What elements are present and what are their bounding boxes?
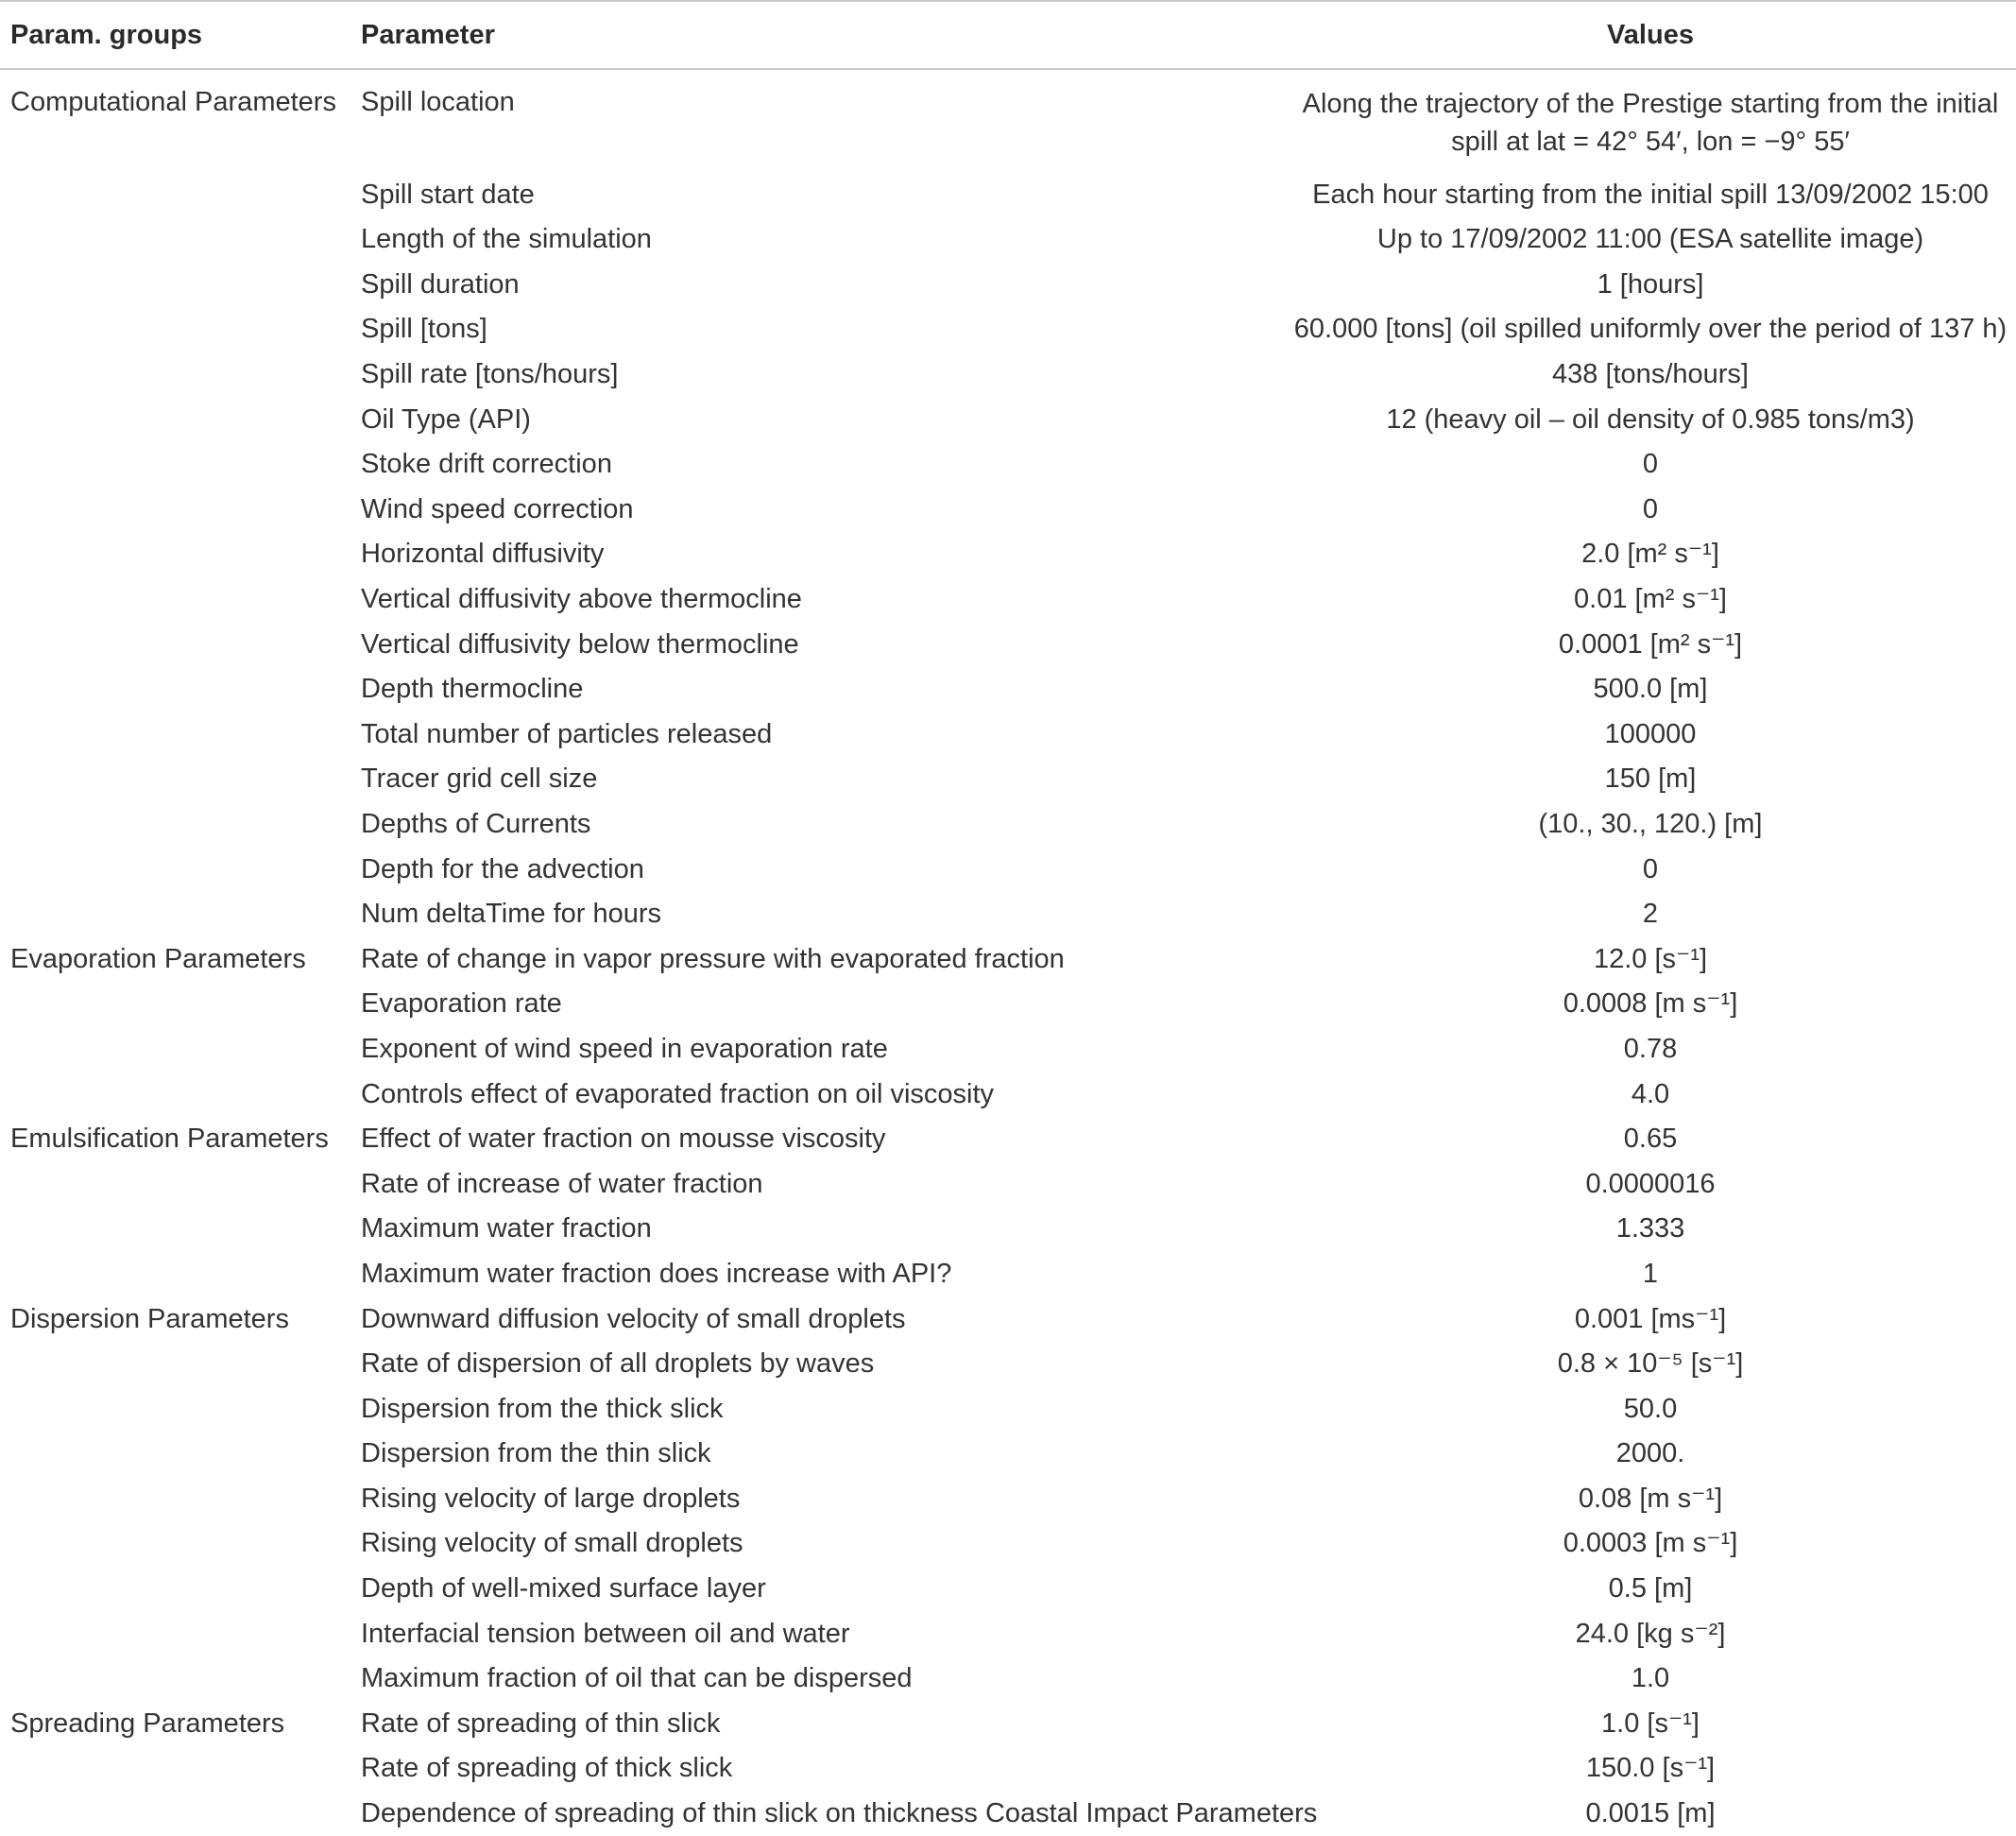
parameter-cell: Depth thermocline [361, 674, 584, 705]
parameter-cell: Rate of spreading of thin slick [361, 1707, 721, 1739]
value-cell: 1 [hours] [1597, 268, 1704, 300]
param-group-cell: Emulsification Parameters [10, 1124, 329, 1155]
param-group-cell [0, 576, 350, 622]
parameter-cell: Length of the simulation [361, 224, 652, 255]
table-row [0, 1746, 2016, 1792]
param-group-cell [0, 667, 350, 712]
value-cell: 4.0 [1631, 1078, 1670, 1109]
param-group-cell [0, 982, 350, 1027]
value-cell: 0 [1642, 449, 1659, 480]
table-row [0, 576, 2016, 622]
value-cell: Up to 17/09/2002 11:00 (ESA satellite image) [1376, 224, 1924, 255]
param-group-cell [0, 801, 350, 847]
value-cell: 0.0008 [m s⁻¹] [1563, 988, 1738, 1020]
value-cell: 0.65 [1623, 1124, 1678, 1155]
param-group-cell [0, 1026, 350, 1072]
parameter-cell: Spill start date [361, 179, 535, 210]
param-group-cell [0, 1072, 350, 1117]
value-cell: (10., 30., 120.) [m] [1538, 808, 1763, 839]
table-row [0, 262, 2016, 307]
value-cell: 0.78 [1623, 1033, 1678, 1064]
parameter-cell: Spill location [361, 87, 515, 117]
param-group-cell [0, 1611, 350, 1656]
header-param-groups: Param. groups [10, 19, 203, 50]
parameter-cell: Rate of increase of water fraction [361, 1168, 763, 1199]
value-cell: 0.0015 [m] [1585, 1798, 1716, 1829]
param-group-cell [0, 1791, 350, 1836]
table-row [0, 217, 2016, 263]
table-row [0, 307, 2016, 352]
value-cell: 438 [tons/hours] [1552, 359, 1749, 390]
table-row [0, 757, 2016, 802]
table-row [0, 397, 2016, 442]
parameter-cell: Maximum fraction of oil that can be dispersed [361, 1663, 913, 1694]
value-cell: 12.0 [s⁻¹] [1593, 943, 1708, 974]
table-row [0, 1116, 2016, 1161]
parameter-cell: Horizontal diffusivity [361, 539, 605, 570]
parameter-cell: Wind speed correction [361, 493, 634, 524]
value-cell: 150 [m] [1604, 764, 1697, 795]
value-cell: 1.0 [s⁻¹] [1601, 1707, 1700, 1739]
parameter-cell: Vertical diffusivity above thermocline [361, 584, 802, 615]
parameter-cell: Rising velocity of small droplets [361, 1528, 743, 1559]
table-row [0, 69, 2016, 172]
value-cell: 1.333 [1615, 1213, 1685, 1244]
parameter-cell: Rate of dispersion of all droplets by waves [361, 1348, 875, 1380]
table-row [0, 172, 2016, 217]
value-cell: 150.0 [s⁻¹] [1585, 1753, 1716, 1784]
table-row [0, 1566, 2016, 1611]
param-group-cell [0, 757, 350, 802]
table-row [0, 847, 2016, 892]
parameter-cell: Rate of change in vapor pressure with evaporated fraction [361, 943, 1065, 974]
table-row [0, 892, 2016, 937]
table-row [0, 1521, 2016, 1567]
value-cell: 2 [1642, 899, 1659, 930]
parameter-cell: Tracer grid cell size [361, 764, 598, 795]
parameter-cell: Downward diffusion velocity of small droplets [361, 1303, 906, 1334]
param-group-cell [0, 892, 350, 937]
param-group-cell [0, 712, 350, 757]
parameter-cell: Spill duration [361, 268, 520, 300]
param-group-cell [0, 1432, 350, 1477]
table-row [0, 1072, 2016, 1117]
param-group-cell [0, 532, 350, 577]
value-cell: 50.0 [1623, 1393, 1678, 1424]
value-cell: 12 (heavy oil – oil density of 0.985 tons/m3) [1386, 403, 1915, 435]
parameter-cell: Exponent of wind speed in evaporation rate [361, 1033, 888, 1064]
header-row [0, 1, 2016, 69]
param-group-cell [0, 1341, 350, 1386]
param-group-cell [0, 1656, 350, 1702]
parameter-cell: Oil Type (API) [361, 403, 531, 435]
parameter-cell: Num deltaTime for hours [361, 899, 662, 930]
table-row [0, 801, 2016, 847]
parameter-cell: Maximum water fraction [361, 1213, 652, 1244]
parameter-cell: Spill rate [tons/hours] [361, 359, 619, 390]
table-row [0, 622, 2016, 667]
param-group-cell [0, 847, 350, 892]
param-group-cell [0, 307, 350, 352]
parameter-cell: Dispersion from the thick slick [361, 1393, 724, 1424]
table-row [0, 487, 2016, 532]
table-row [0, 442, 2016, 488]
parameter-cell: Stoke drift correction [361, 449, 612, 480]
table-row [0, 1432, 2016, 1477]
parameter-cell: Total number of particles released [361, 718, 773, 749]
value-cell: 24.0 [kg s⁻²] [1575, 1618, 1726, 1649]
value-cell: 0 [1642, 493, 1659, 524]
value-cell: 500.0 [m] [1593, 674, 1708, 705]
param-group-cell: Dispersion Parameters [10, 1303, 289, 1334]
parameter-cell: Rate of spreading of thick slick [361, 1753, 733, 1784]
parameter-cell: Controls effect of evaporated fraction on oil viscosity [361, 1078, 995, 1109]
table-row [0, 1251, 2016, 1296]
value-cell: 0 [1642, 853, 1659, 884]
param-group-cell: Computational Parameters [10, 87, 336, 117]
param-group-cell [0, 1476, 350, 1521]
value-cell: 1 [1642, 1258, 1659, 1289]
parameter-cell: Dependence of spreading of thin slick on thickness Coastal Impact Parameters [361, 1798, 1318, 1829]
value-cell: 0.01 [m² s⁻¹] [1574, 584, 1727, 615]
parameter-cell: Dispersion from the thin slick [361, 1438, 711, 1469]
value-cell: 0.08 [m s⁻¹] [1578, 1483, 1723, 1514]
value-cell: Along the trajectory of the Prestige starting from the initial spill at lat = 42° 54′, lon = −9° 55′ [1302, 89, 1999, 157]
param-group-cell [0, 262, 350, 307]
parameter-cell: Maximum water fraction does increase with API? [361, 1258, 952, 1289]
value-cell: 0.0000016 [1585, 1168, 1716, 1199]
param-group-cell [0, 622, 350, 667]
value-cell: 1.0 [1631, 1663, 1670, 1694]
param-group-cell [0, 1251, 350, 1296]
value-cell: 100000 [1604, 718, 1697, 749]
value-cell: 0.001 [ms⁻¹] [1574, 1303, 1727, 1334]
value-cell: 2000. [1615, 1438, 1685, 1469]
parameter-cell: Vertical diffusivity below thermocline [361, 628, 799, 660]
table-row [0, 1656, 2016, 1702]
value-cell: 0.5 [m] [1608, 1573, 1693, 1604]
param-group-cell: Spreading Parameters [10, 1707, 285, 1739]
table-row [0, 1161, 2016, 1207]
table-row [0, 667, 2016, 712]
param-group-cell [0, 352, 350, 397]
table-row [0, 1386, 2016, 1432]
table-row [0, 1611, 2016, 1656]
param-group-cell [0, 442, 350, 488]
value-cell: 0.8 × 10⁻⁵ [s⁻¹] [1557, 1348, 1744, 1380]
parameter-cell: Spill [tons] [361, 314, 487, 345]
table-row [0, 936, 2016, 982]
parameter-cell: Depths of Currents [361, 808, 591, 839]
param-group-cell [0, 1746, 350, 1792]
param-group-cell [0, 1207, 350, 1252]
table-row [0, 982, 2016, 1027]
param-group-cell [0, 1521, 350, 1567]
param-group-cell [0, 217, 350, 263]
table-row [0, 352, 2016, 397]
value-cell: 0.0001 [m² s⁻¹] [1558, 628, 1743, 660]
table-row [0, 1701, 2016, 1746]
table-row [0, 1341, 2016, 1386]
table-row [0, 712, 2016, 757]
param-group-cell [0, 1161, 350, 1207]
param-group-cell [0, 1386, 350, 1432]
table-row [0, 1476, 2016, 1521]
param-group-cell: Evaporation Parameters [10, 943, 306, 974]
header-parameter: Parameter [361, 19, 495, 50]
table-header [0, 1, 2016, 69]
table-row [0, 1296, 2016, 1342]
param-group-cell [0, 487, 350, 532]
param-group-cell [0, 397, 350, 442]
parameter-cell: Effect of water fraction on mousse viscosity [361, 1124, 886, 1155]
table-row [0, 1207, 2016, 1252]
value-cell: 0.0003 [m s⁻¹] [1563, 1528, 1738, 1559]
parameter-cell: Depth for the advection [361, 853, 644, 884]
param-group-cell [0, 1566, 350, 1611]
table-row [0, 1026, 2016, 1072]
table-row [0, 532, 2016, 577]
parameter-cell: Interfacial tension between oil and water [361, 1618, 850, 1649]
parameter-cell: Evaporation rate [361, 988, 562, 1020]
parameter-cell: Depth of well-mixed surface layer [361, 1573, 766, 1604]
table-body [0, 69, 2016, 1836]
table-row [0, 1791, 2016, 1836]
parameter-cell: Rising velocity of large droplets [361, 1483, 741, 1514]
header-values: Values [1607, 19, 1694, 50]
param-group-cell [0, 172, 350, 217]
value-cell: Each hour starting from the initial spill 13/09/2002 15:00 [1312, 179, 1989, 210]
value-cell: 60.000 [tons] (oil spilled uniformly over the period of 137 h) [1293, 314, 2007, 345]
value-cell: 2.0 [m² s⁻¹] [1581, 539, 1719, 570]
